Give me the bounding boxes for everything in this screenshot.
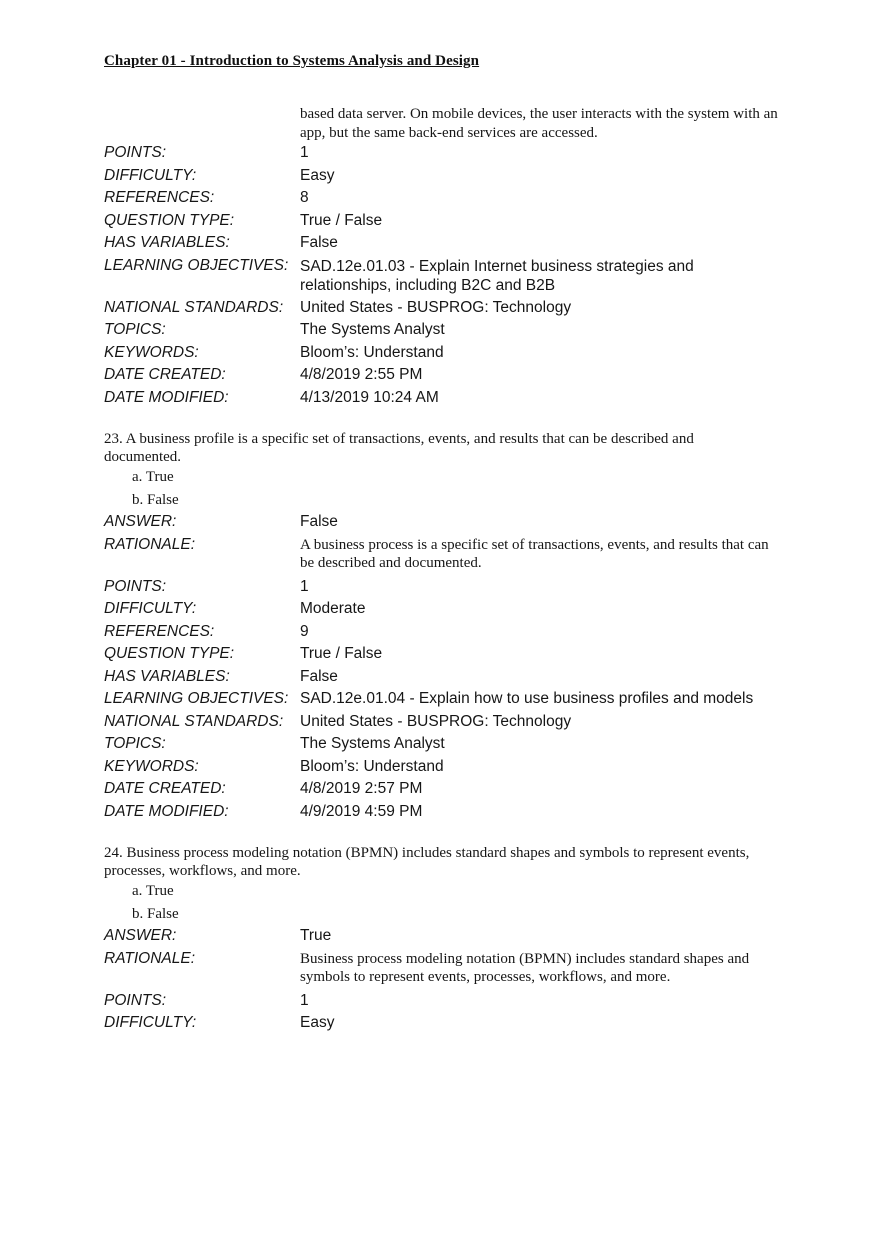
q22-difficulty-row: [104, 165, 784, 188]
q24-choice-b: b. False: [132, 905, 179, 922]
q22-points-row: [104, 142, 784, 165]
q23-date-created-label: DATE CREATED:: [104, 780, 226, 797]
q22-points-label: POINTS:: [104, 144, 167, 161]
q22-references-value: 8: [300, 189, 309, 206]
q23-references-label: REFERENCES:: [104, 622, 215, 640]
q23-question-type-label: QUESTION TYPE:: [104, 645, 235, 662]
q23-points-value: 1: [300, 577, 309, 595]
q23-date-created-row: [104, 778, 784, 801]
question-bank-content: [104, 105, 784, 1035]
q23-topics-label: TOPICS:: [104, 735, 166, 752]
q23-choice-b: b. False: [132, 491, 179, 508]
q22-date-created-label: DATE CREATED:: [104, 366, 226, 383]
q23-difficulty-label: DIFFICULTY:: [104, 600, 197, 617]
q23-date-modified-row: [104, 801, 784, 824]
q23-rationale-row: [104, 534, 784, 576]
q22-question-type-value: True / False: [300, 211, 383, 229]
q23-date-modified-label: DATE MODIFIED:: [104, 802, 229, 820]
q22-question-type-row: [104, 210, 784, 233]
q22-rationale-continuation: based data server. On mobile devices, the user interacts with the system with an app, but the same back-end services are accessed.: [300, 106, 778, 141]
q22-keywords-row: [104, 342, 784, 365]
q22-has-variables-row: [104, 232, 784, 255]
q22-topics-value: The Systems Analyst: [300, 321, 445, 338]
q22-date-modified-label: DATE MODIFIED:: [104, 388, 229, 406]
q23-rationale-label: RATIONALE:: [104, 535, 196, 553]
q23-topics-value: The Systems Analyst: [300, 735, 445, 752]
q23-references-row: [104, 621, 784, 644]
q23-date-modified-value: 4/9/2019 4:59 PM: [300, 802, 423, 820]
q23-has-variables-value: False: [300, 667, 338, 685]
q22-has-variables-label: HAS VARIABLES:: [104, 234, 230, 251]
q22-national-standards-value: United States - BUSPROG: Technology: [300, 298, 572, 316]
q22-date-modified-value: 4/13/2019 10:24 AM: [300, 388, 439, 406]
q23-national-standards-label: NATIONAL STANDARDS:: [104, 712, 284, 730]
q23-points-row: [104, 576, 784, 599]
q23-choice-a: a. True: [132, 469, 174, 485]
q23-has-variables-row: [104, 666, 784, 689]
q24-difficulty-value: Easy: [300, 1014, 335, 1031]
q23-difficulty-row: [104, 598, 784, 621]
q22-date-modified-row: [104, 387, 784, 410]
q23-difficulty-value: Moderate: [300, 600, 366, 617]
q24-difficulty-label: DIFFICULTY:: [104, 1014, 197, 1031]
q22-points-value: 1: [300, 144, 309, 161]
q23-date-created-value: 4/8/2019 2:57 PM: [300, 780, 423, 797]
q23-keywords-row: [104, 756, 784, 779]
q24-rationale-row: [104, 948, 784, 990]
q23-learning-objectives-row: [104, 688, 784, 711]
q22-learning-objectives-row: [104, 255, 784, 297]
q22-keywords-value: Bloom’s: Understand: [300, 343, 444, 361]
q24-question-text: 24. Business process modeling notation (BPMN) includes standard shapes and symbols to represent events, processes, workflows, and more.: [104, 845, 750, 879]
q23-national-standards-row: [104, 711, 784, 734]
q23-keywords-label: KEYWORDS:: [104, 757, 199, 775]
q22-national-standards-row: [104, 297, 784, 320]
q23-question-type-value: True / False: [300, 645, 383, 662]
q23-question-text: 23. A business profile is a specific set of transactions, events, and results that can be described and documented.: [104, 431, 694, 465]
q23-keywords-value: Bloom’s: Understand: [300, 757, 444, 775]
q23-answer-value: False: [300, 513, 338, 530]
q23-has-variables-label: HAS VARIABLES:: [104, 667, 230, 685]
q22-date-created-row: [104, 364, 784, 387]
q23-national-standards-value: United States - BUSPROG: Technology: [300, 712, 572, 730]
q22-difficulty-value: Easy: [300, 166, 335, 184]
q22-learning-objectives-value: SAD.12e.01.03 - Explain Internet business strategies and relationships, including B2C and B2B: [300, 257, 694, 294]
q24-points-label: POINTS:: [104, 991, 167, 1009]
q23-question-type-row: [104, 643, 784, 666]
q23-learning-objectives-value: SAD.12e.01.04 - Explain how to use business profiles and models: [300, 690, 754, 707]
q23-learning-objectives-label: LEARNING OBJECTIVES:: [104, 690, 289, 707]
q22-references-row: [104, 187, 784, 210]
q24-answer-row: [104, 925, 784, 948]
q24-points-value: 1: [300, 991, 309, 1009]
q24-answer-label: ANSWER:: [104, 927, 177, 944]
q24-rationale-value: Business process modeling notation (BPMN) includes standard shapes and symbols to represent events, processes, workflows, and more.: [300, 950, 750, 985]
q22-date-created-value: 4/8/2019 2:55 PM: [300, 366, 423, 383]
q24-choice-a: a. True: [132, 883, 174, 899]
q23-answer-row: [104, 511, 784, 534]
q24-difficulty-row: [104, 1012, 784, 1035]
q22-topics-row: [104, 319, 784, 342]
chapter-title: Chapter 01 - Introduction to Systems Analysis and Design: [104, 53, 480, 69]
q22-topics-label: TOPICS:: [104, 321, 166, 338]
q22-keywords-label: KEYWORDS:: [104, 343, 199, 361]
q22-learning-objectives-label: LEARNING OBJECTIVES:: [104, 256, 289, 274]
q22-references-label: REFERENCES:: [104, 189, 215, 206]
q24-rationale-label: RATIONALE:: [104, 949, 196, 967]
q23-rationale-value: A business process is a specific set of transactions, events, and results that can be described and documented.: [300, 536, 769, 571]
q23-topics-row: [104, 733, 784, 756]
q22-difficulty-label: DIFFICULTY:: [104, 166, 197, 184]
q24-points-row: [104, 990, 784, 1013]
q23-answer-label: ANSWER:: [104, 513, 177, 530]
q24-answer-value: True: [300, 927, 332, 944]
q22-has-variables-value: False: [300, 234, 338, 251]
q23-points-label: POINTS:: [104, 577, 167, 595]
q22-question-type-label: QUESTION TYPE:: [104, 211, 235, 229]
q23-references-value: 9: [300, 622, 309, 640]
q22-national-standards-label: NATIONAL STANDARDS:: [104, 298, 284, 316]
